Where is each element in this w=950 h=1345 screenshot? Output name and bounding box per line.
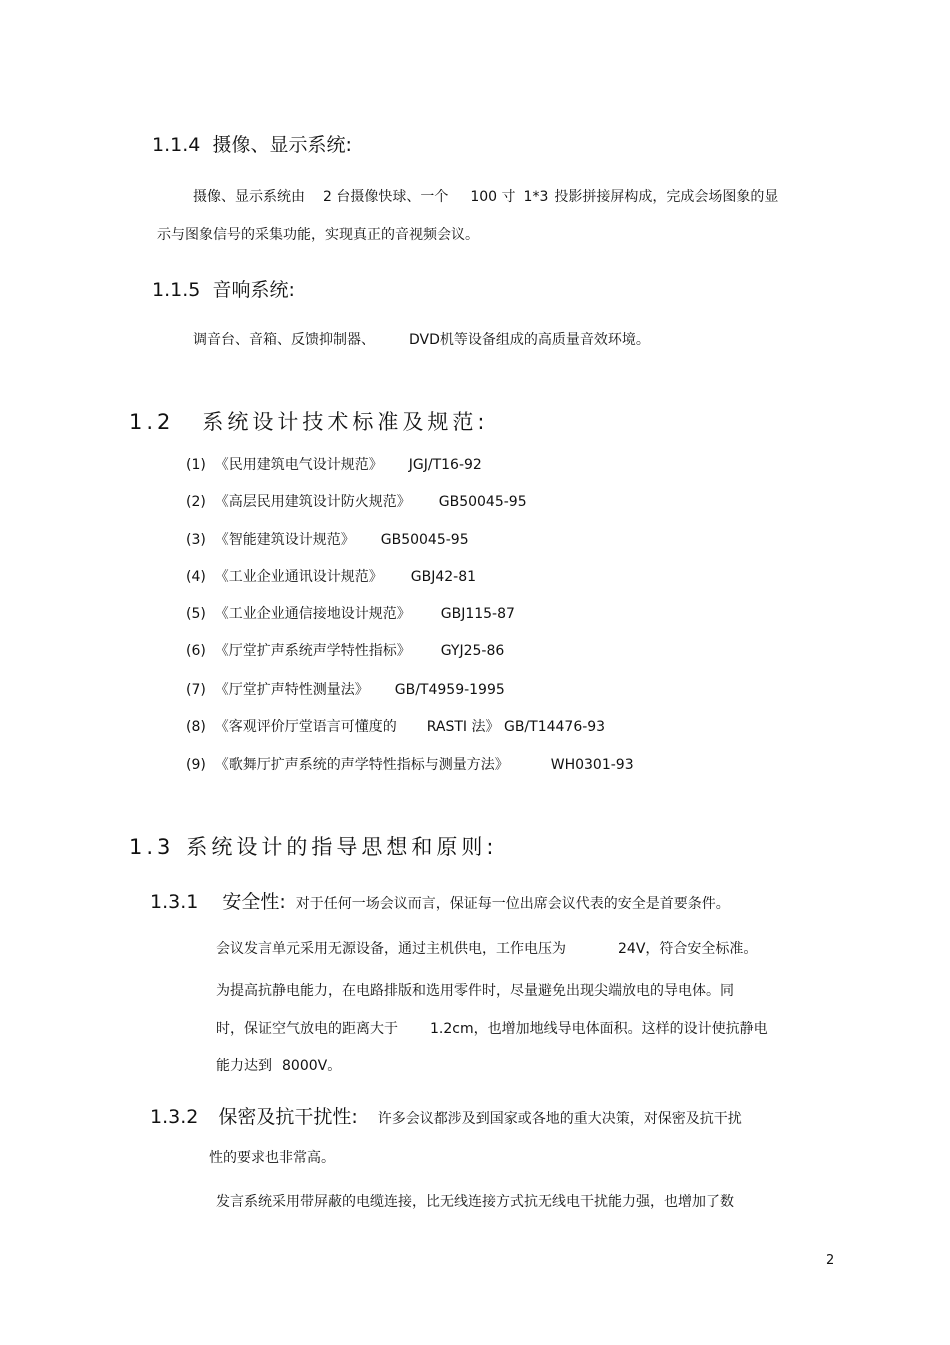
item-number: (9) bbox=[186, 757, 206, 773]
paragraph-line: 性的要求也非常高。 bbox=[209, 1150, 335, 1166]
item-code: JGJ/T16-92 bbox=[408, 457, 482, 473]
item-number: (2) bbox=[186, 494, 206, 510]
item-code: GB/T14476-93 bbox=[503, 719, 606, 735]
item-name: 《高层民用建筑设计防火规范》 bbox=[214, 494, 411, 510]
item-name: 《工业企业通讯设计规范》 bbox=[214, 569, 383, 585]
text-run: 投影拼接屏构成，完成会场图象的显 bbox=[554, 189, 779, 205]
item-name: 《智能建筑设计规范》 bbox=[214, 532, 355, 548]
section-1-2-heading bbox=[129, 406, 488, 436]
item-number: (7) bbox=[186, 682, 206, 698]
text-run: 24V，符合安全标准。 bbox=[618, 941, 758, 957]
text-run: 能力达到 bbox=[216, 1058, 272, 1074]
paragraph-line bbox=[216, 938, 757, 958]
section-title: 摄像、显示系统: bbox=[212, 134, 352, 156]
text-run: 调音台、音箱、反馈抑制器、 bbox=[193, 332, 375, 348]
section-number: 1.1.5 bbox=[152, 279, 201, 301]
list-item bbox=[186, 716, 605, 736]
item-number: (6) bbox=[186, 643, 206, 659]
item-number: (8) bbox=[186, 719, 206, 735]
text-run: 1.2cm，也增加地线导电体面积。这样的设计使抗静电 bbox=[430, 1021, 768, 1037]
section-number: 1.3 bbox=[129, 835, 175, 859]
paragraph-line: 示与图象信号的采集功能，实现真正的音视频会议。 bbox=[157, 227, 479, 243]
paragraph-line bbox=[216, 1018, 768, 1038]
section-1-3-heading bbox=[129, 831, 497, 861]
item-name: 《工业企业通信接地设计规范》 bbox=[214, 606, 411, 622]
paragraph-line: 为提高抗静电能力，在电路排版和选用零件时，尽量避免出现尖端放电的导电体。同 bbox=[216, 983, 734, 999]
list-item bbox=[186, 491, 527, 511]
section-number: 1.3.1 bbox=[150, 891, 199, 913]
item-code: GB/T4959-1995 bbox=[394, 682, 505, 698]
section-number: 1.1.4 bbox=[152, 134, 201, 156]
section-1-1-4-heading bbox=[152, 130, 352, 157]
section-1-1-5-heading bbox=[152, 275, 295, 302]
item-code: GBJ115-87 bbox=[440, 606, 515, 622]
item-name: 《厅堂扩声特性测量法》 bbox=[214, 682, 369, 698]
text-run: 1*3 bbox=[523, 189, 549, 205]
paragraph-line bbox=[193, 329, 650, 349]
item-name: 《厅堂扩声系统声学特性指标》 bbox=[214, 643, 411, 659]
section-title: 系统设计技术标准及规范: bbox=[202, 410, 489, 434]
text-run: 时，保证空气放电的距离大于 bbox=[216, 1021, 398, 1037]
text-run: 2 台摄像快球、一个 bbox=[323, 189, 449, 205]
section-number: 1.2 bbox=[129, 410, 175, 434]
item-name: 《客观评价厅堂语言可懂度的 bbox=[214, 719, 397, 735]
text-run: 100 寸 bbox=[470, 189, 516, 205]
item-code: WH0301-93 bbox=[550, 757, 634, 773]
section-number: 1.3.2 bbox=[150, 1106, 199, 1128]
text-run: DVD机等设备组成的高质量音效环境。 bbox=[409, 332, 650, 348]
item-number: (5) bbox=[186, 606, 206, 622]
item-code: GBJ42-81 bbox=[410, 569, 477, 585]
text-run: 摄像、显示系统由 bbox=[193, 189, 305, 205]
item-name: 《歌舞厅扩声系统的声学特性指标与测量方法》 bbox=[214, 757, 509, 773]
paragraph-line: 发言系统采用带屏蔽的电缆连接，比无线连接方式抗无线电干扰能力强，也增加了数 bbox=[216, 1194, 734, 1210]
list-item bbox=[186, 603, 515, 623]
paragraph-line bbox=[216, 1055, 341, 1075]
section-title: 保密及抗干扰性: bbox=[218, 1106, 358, 1128]
list-item bbox=[186, 754, 634, 774]
section-1-3-1-heading bbox=[150, 887, 730, 914]
item-code: GB50045-95 bbox=[438, 494, 527, 510]
list-item bbox=[186, 529, 469, 549]
section-1-3-2-heading bbox=[150, 1102, 742, 1129]
item-number: (4) bbox=[186, 569, 206, 585]
section-title: 音响系统: bbox=[212, 279, 295, 301]
paragraph-line bbox=[193, 186, 778, 206]
item-number: (1) bbox=[186, 457, 206, 473]
list-item bbox=[186, 640, 504, 660]
section-title: 系统设计的指导思想和原则: bbox=[186, 835, 498, 859]
list-item bbox=[186, 454, 482, 474]
item-name: 《民用建筑电气设计规范》 bbox=[214, 457, 383, 473]
item-name-cont: RASTI 法》 bbox=[426, 719, 500, 735]
item-code: GYJ25-86 bbox=[440, 643, 505, 659]
list-item bbox=[186, 679, 505, 699]
page-number: 2 bbox=[826, 1253, 835, 1268]
item-number: (3) bbox=[186, 532, 206, 548]
paragraph-lead: 对于任何一场会议而言，保证每一位出席会议代表的安全是首要条件。 bbox=[295, 896, 730, 912]
item-code: GB50045-95 bbox=[380, 532, 469, 548]
paragraph-lead: 许多会议都涉及到国家或各地的重大决策，对保密及抗干扰 bbox=[377, 1111, 742, 1127]
list-item bbox=[186, 566, 476, 586]
text-run: 8000V。 bbox=[282, 1058, 342, 1074]
text-run: 会议发言单元采用无源设备，通过主机供电，工作电压为 bbox=[216, 941, 566, 957]
section-title: 安全性: bbox=[222, 891, 286, 913]
